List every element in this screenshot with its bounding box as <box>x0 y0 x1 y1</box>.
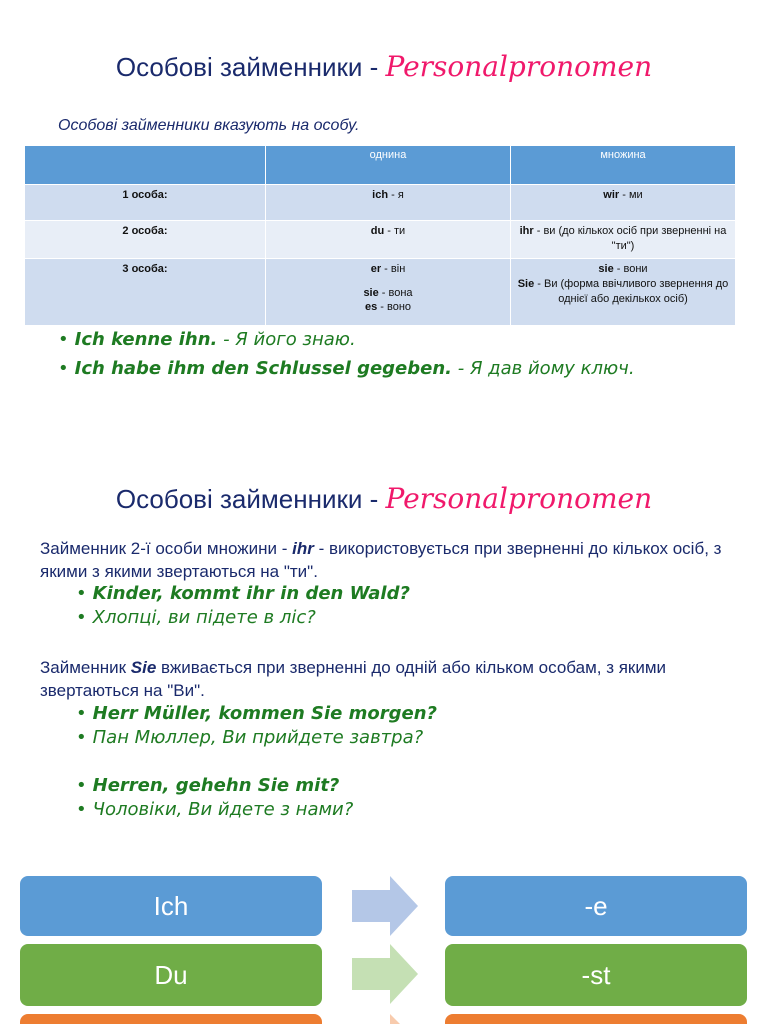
slide1-title <box>0 50 768 83</box>
example-ukrainian: Хлопці, ви підете в ліс? <box>92 607 316 628</box>
slide2-examples-plural <box>76 774 353 822</box>
pronoun-translation: - вони <box>613 263 648 275</box>
pronoun-translation: - ми <box>619 189 643 201</box>
example-german: Kinder, kommt ihr in den Wald? <box>92 583 410 604</box>
paragraph-text: вживається при зверненні до одній або кільком особам, з якими звертаються на "Ви". <box>40 658 667 700</box>
table-row <box>25 185 736 221</box>
example-ukrainian: Пан Мюллер, Ви прийдете завтра? <box>92 727 424 748</box>
pronoun-box-ich: Ich <box>20 876 322 936</box>
table-cell-singular <box>266 259 511 325</box>
pronoun-translation: - ви (до кількох осіб при зверненні на "ти") <box>533 225 727 252</box>
table-cell-plural <box>511 185 736 221</box>
pronoun-bold: Sie <box>517 278 535 290</box>
list-item <box>76 798 353 822</box>
arrow-shape <box>352 944 418 1004</box>
list-item <box>76 726 437 750</box>
table-cell-plural <box>511 259 736 325</box>
table-row <box>25 221 736 259</box>
arrow-right-icon <box>350 876 420 936</box>
pronoun-translation: - вона <box>378 287 413 299</box>
table-header-plural: множина <box>511 146 736 185</box>
pronoun-bold: du <box>370 225 385 237</box>
pronoun-emphasis: ihr <box>292 539 314 558</box>
list-item <box>76 606 410 630</box>
slide2-examples-sie <box>76 702 437 750</box>
list-item <box>58 354 635 383</box>
pronoun-bold: sie <box>598 263 614 275</box>
paragraph-text: - використовується при зверненні до кількох осіб, з якими з якими звертаються на "ти". <box>40 539 722 581</box>
pronoun-box-du: Du <box>20 944 322 1006</box>
list-item <box>58 325 635 354</box>
pronoun-translation: - воно <box>377 301 412 313</box>
ending-box-st: -st <box>445 944 747 1006</box>
pronoun-bold: es <box>364 301 378 313</box>
ending-box-e: -e <box>445 876 747 936</box>
list-item <box>76 702 437 726</box>
slide2-title <box>0 482 768 515</box>
slide2-examples-ihr <box>76 582 410 630</box>
example-ukrainian: Чоловіки, Ви йдете з нами? <box>92 799 354 820</box>
example-german: Ich habe ihm den Schlussel gegeben. <box>74 358 453 379</box>
table-cell-person: 1 особа: <box>25 185 266 221</box>
list-item <box>76 582 410 606</box>
arrow-shape <box>352 876 418 936</box>
arrow-right-icon <box>350 944 420 1004</box>
paragraph-text: Займенник 2-ї особи множини - <box>40 539 293 558</box>
arrow-right-icon <box>350 1012 420 1024</box>
pronoun-bold: wir <box>603 189 620 201</box>
table-row <box>25 259 736 325</box>
ending-box-partial <box>445 1014 747 1024</box>
slide1-subtitle: Особові займенники вказують на особу. <box>58 117 360 134</box>
table-cell-person: 3 особа: <box>25 259 266 325</box>
pronoun-table <box>25 146 736 325</box>
pronoun-translation: - я <box>388 189 404 201</box>
table-header-row <box>25 146 736 185</box>
pronoun-emphasis: Sie <box>130 658 157 677</box>
pronoun-translation: - Ви (форма ввічливого звернення до однієї або декількох осіб) <box>534 278 729 305</box>
pronoun-bold: sie <box>363 287 379 299</box>
table-cell-plural <box>511 221 736 259</box>
pronoun-bold: ich <box>372 189 389 201</box>
pronoun-bold: ihr <box>519 225 534 237</box>
table-cell-person: 2 особа: <box>25 221 266 259</box>
table-header-singular: однина <box>266 146 511 185</box>
pronoun-box-partial <box>20 1014 322 1024</box>
slide1-title-uk: Особові займенники - <box>115 52 386 82</box>
list-item <box>76 774 353 798</box>
example-ukrainian: - Я його знаю. <box>217 329 356 350</box>
pronoun-bold: er <box>370 263 382 275</box>
example-german: Ich kenne ihn. <box>74 329 218 350</box>
pronoun-translation: - він <box>381 263 406 275</box>
slide2-title-uk: Особові займенники - <box>115 484 386 514</box>
slide1-title-de: Personalpronomen <box>385 50 653 83</box>
table-cell-singular <box>266 221 511 259</box>
arrow-shape <box>390 1014 400 1024</box>
example-german: Herr Müller, kommen Sie morgen? <box>92 703 437 724</box>
pronoun-translation: - ти <box>384 225 406 237</box>
slide2-title-de: Personalpronomen <box>385 482 653 515</box>
slide2-paragraph-ihr <box>40 537 740 583</box>
example-german: Herren, gehehn Sie mit? <box>92 775 340 796</box>
table-header-empty <box>25 146 266 185</box>
slide2-paragraph-sie <box>40 656 740 702</box>
example-ukrainian: - Я дав йому ключ. <box>452 358 635 379</box>
table-cell-singular <box>266 185 511 221</box>
paragraph-text: Займенник <box>40 658 131 677</box>
slide1-examples <box>58 325 635 383</box>
